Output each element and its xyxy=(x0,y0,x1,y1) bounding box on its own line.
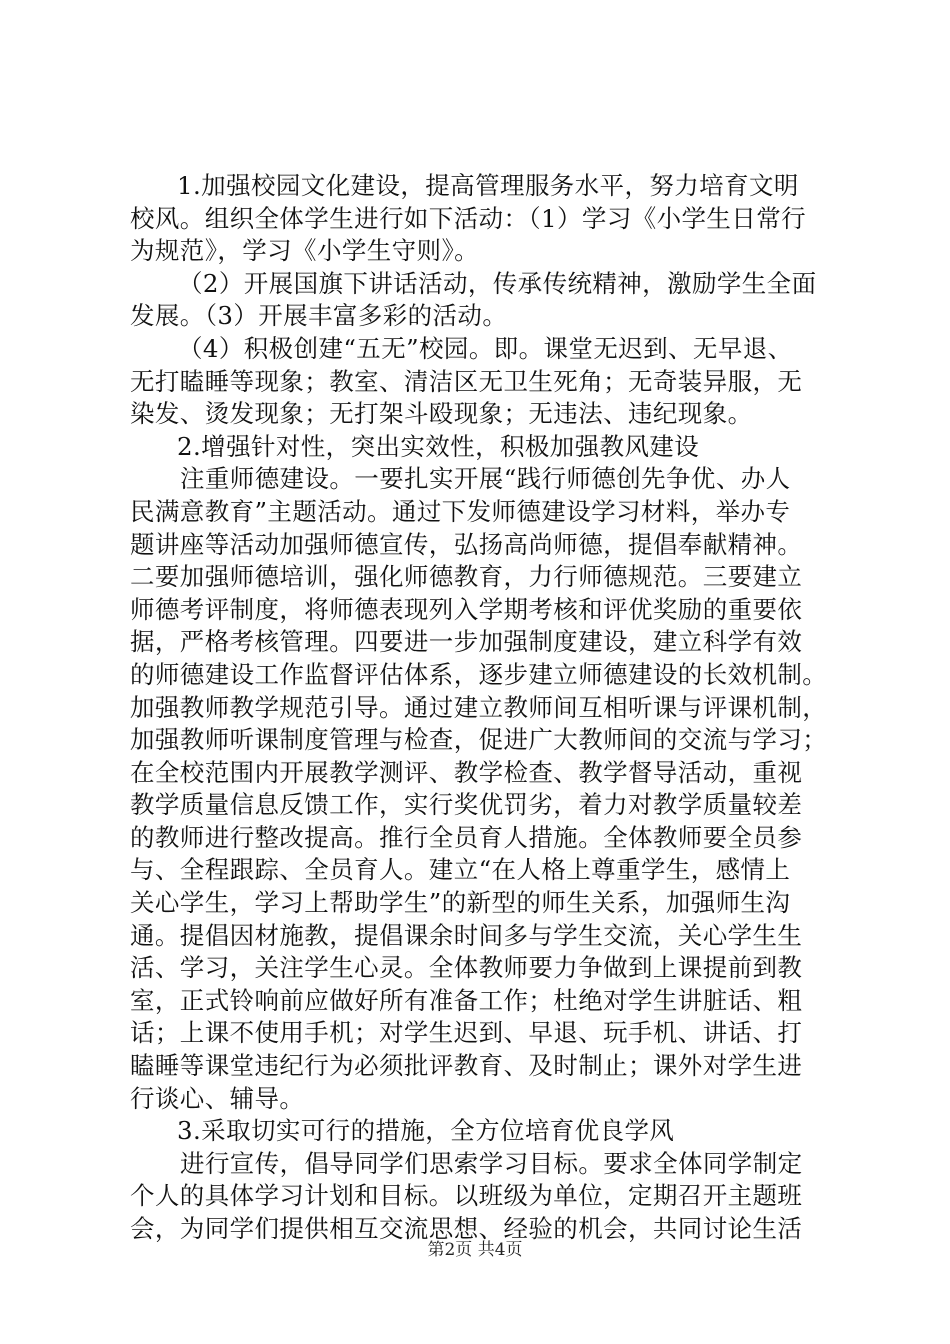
text-line: 无打瞌睡等现象；教室、清洁区无卫生死角；无奇装异服，无 xyxy=(130,366,803,396)
text-line: 进行宣传，倡导同学们思索学习目标。要求全体同学制定 xyxy=(180,1148,803,1178)
text-line: 关心学生，学习上帮助学生”的新型的师生关系，加强师生沟 xyxy=(130,888,791,918)
text-line: 话；上课不使用手机；对学生迟到、早退、玩手机、讲话、打 xyxy=(130,1018,803,1048)
section-heading: 2.增强针对性，突出实效性，积极加强教风建设 xyxy=(177,431,700,461)
text-line: 据，严格考核管理。四要进一步加强制度建设，建立科学有效 xyxy=(130,627,803,657)
text-line: 会，为同学们提供相互交流思想、经验的机会，共同讨论生活 xyxy=(130,1214,803,1243)
text-line: 与、全程跟踪、全员育人。建立“在人格上尊重学生，感情上 xyxy=(130,855,791,885)
text-line: （4）积极创建“五无”校园。即。课堂无迟到、无早退、 xyxy=(178,333,793,363)
text-line: 教学质量信息反馈工作，实行奖优罚劣，着力对教学质量较差 xyxy=(130,790,803,820)
text-line: 活、学习，关注学生心灵。全体教师要力争做到上课提前到教 xyxy=(130,953,803,983)
text-line: 行谈心、辅导。 xyxy=(130,1083,305,1113)
text-line: 的教师进行整改提高。推行全员育人措施。全体教师要全员参 xyxy=(130,822,803,852)
text-line: 发展。（3）开展丰富多彩的活动。 xyxy=(130,301,508,331)
text-line: 1.加强校园文化建设，提高管理服务水平，努力培育文明 xyxy=(177,171,799,200)
text-line: 室，正式铃响前应做好所有准备工作；杜绝对学生讲脏话、粗 xyxy=(130,985,803,1015)
section-heading: 3.采取切实可行的措施，全方位培育优良学风 xyxy=(177,1116,675,1146)
text-line: 师德考评制度，将师德表现列入学期考核和评优奖励的重要依 xyxy=(130,594,803,624)
text-line: 民满意教育”主题活动。通过下发师德建设学习材料，举办专 xyxy=(130,496,791,526)
page-footer: 第2页 共4页 xyxy=(427,1240,523,1260)
text-line: 注重师德建设。一要扎实开展“践行师德创先争优、办人 xyxy=(180,464,791,494)
text-line: 通。提倡因材施教，提倡课余时间多与学生交流，关心学生生 xyxy=(130,920,803,950)
text-line: 二要加强师德培训，强化师德教育，力行师德规范。三要建立 xyxy=(130,562,803,592)
text-line: （2）开展国旗下讲话活动，传承传统精神，激励学生全面 xyxy=(178,268,817,298)
text-line: 的师德建设工作监督评估体系，逐步建立师德建设的长效机制。 xyxy=(130,659,828,689)
document-body xyxy=(130,170,832,1246)
text-line: 在全校范围内开展教学测评、教学检查、教学督导活动，重视 xyxy=(130,757,803,787)
text-line: 加强教师教学规范引导。通过建立教师间互相听课与评课机制， xyxy=(130,692,828,722)
text-line: 题讲座等活动加强师德宣传，弘扬高尚师德，提倡奉献精神。 xyxy=(130,529,803,559)
text-line: 校风。组织全体学生进行如下活动：（1）学习《小学生日常行 xyxy=(130,203,807,233)
text-line: 为规范》，学习《小学生守则》。 xyxy=(130,236,479,266)
text-line: 加强教师听课制度管理与检查，促进广大教师间的交流与学习； xyxy=(130,725,828,755)
text-line: 个人的具体学习计划和目标。以班级为单位，定期召开主题班 xyxy=(130,1181,803,1211)
text-line: 染发、烫发现象；无打架斗殴现象；无违法、违纪现象。 xyxy=(130,399,753,429)
text-line: 瞌睡等课堂违纪行为必须批评教育、及时制止；课外对学生进 xyxy=(130,1051,803,1081)
